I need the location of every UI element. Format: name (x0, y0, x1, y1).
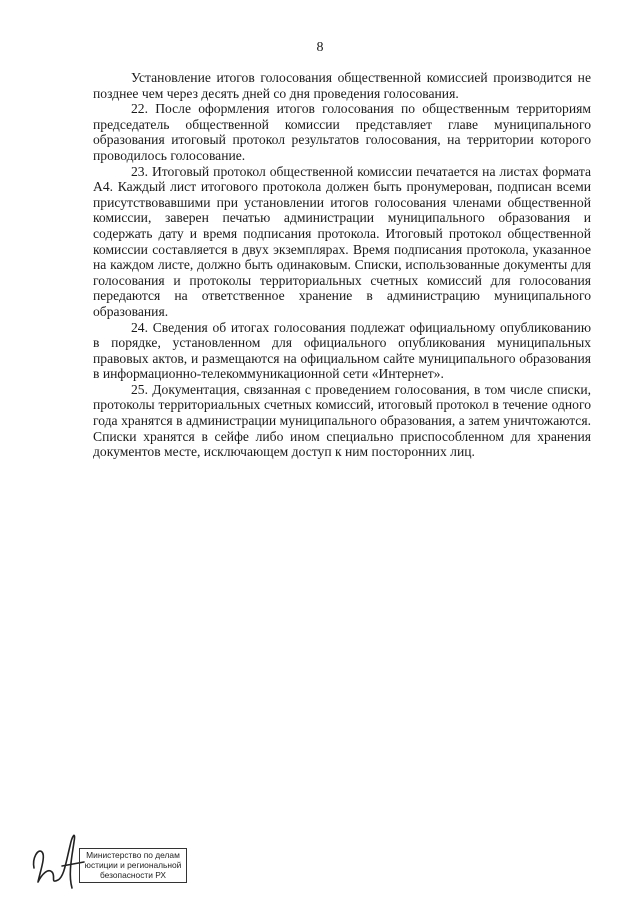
paragraph-22: 22. После оформления итогов голосования по общественным территориям председатель общественной комиссии представляет главе муниципального образования итоговый протокол результатов голосования, на территории которого проводилось голосование. (93, 101, 591, 163)
paragraph-24: 24. Сведения об итогах голосования подлежат официальному опубликованию в порядке, установленном для официального опубликования муниципальных правовых актов, и размещаются на официальном сайте муниципального образования в информационно-телекоммуникационной сети «Интернет». (93, 319, 591, 382)
page-number: 8 (316, 40, 324, 55)
stamp-line: Министерство по делам (86, 850, 180, 860)
paragraph-23: 23. Итоговый протокол общественной комиссии печатается на листах формата А4. Каждый лист итогового протокола должен быть пронумерован, подписан всеми присутствовавшими при установлении итогов голосования членами общественной комиссии, заверен печатью администрации муниципального образования и содержать дату и время подписания протокола. Итоговый протокол общественной комиссии составляется в двух экземплярах. Время подписания протокола, указанное на каждом листе, должно быть одинаковым. Списки, использованные документы для голосования и протоколы территориальных счетных комиссий для голосования передаются на ответственное хранение в администрацию муниципального образования. (93, 163, 591, 319)
stamp-line: юстиции и региональной (84, 860, 182, 870)
stamp-line: безопасности РХ (99, 870, 167, 880)
ministry-stamp (79, 848, 187, 883)
document-body (93, 70, 591, 460)
paragraph-voting-results-deadline: Установление итогов голосования общественной комиссией производится не позднее чем через десять дней со дня проведения голосования. (93, 70, 591, 101)
paragraph-25: 25. Документация, связанная с проведением голосования, в том числе списки, протоколы территориальных счетных комиссий, итоговый протокол в течение одного года хранятся в администрации муниципального образования, а затем уничтожаются. Списки хранятся в сейфе либо ином специально приспособленном для хранения документов месте, исключающем доступ к ним посторонних лиц. (93, 381, 591, 460)
